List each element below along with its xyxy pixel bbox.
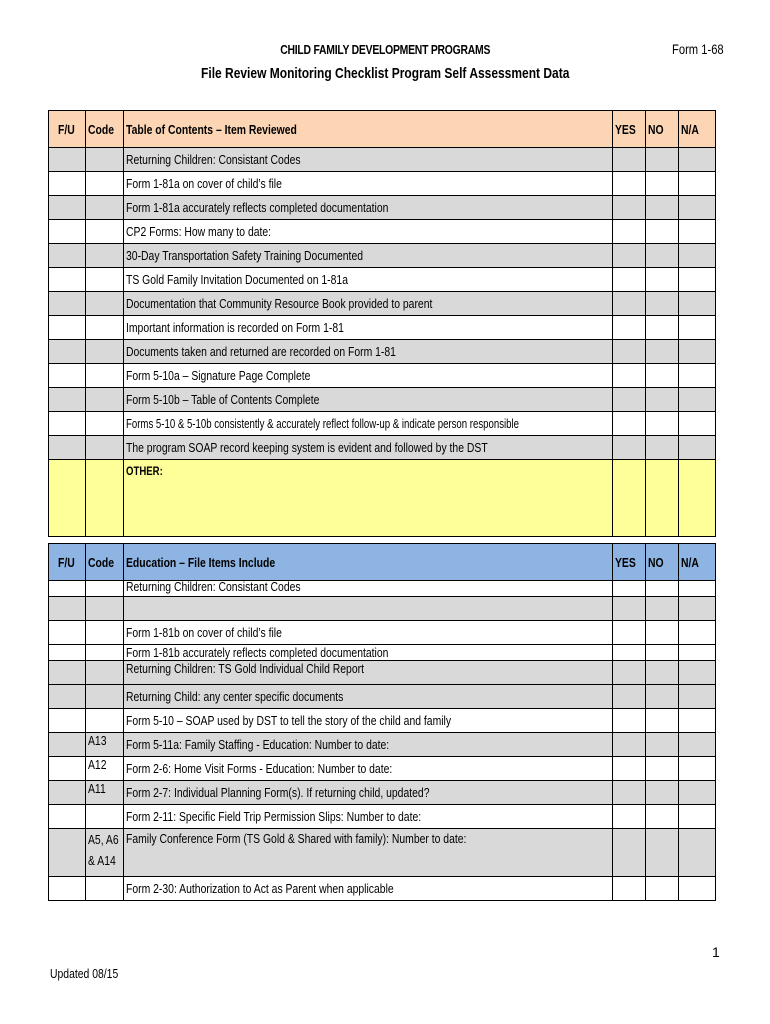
no-cell[interactable] bbox=[646, 292, 679, 316]
item-cell: Returning Children: TS Gold Individual Child Report bbox=[124, 661, 613, 685]
col-na-header: N/A bbox=[679, 544, 716, 581]
fu-cell[interactable] bbox=[49, 829, 86, 877]
item-cell: Documentation that Community Resource Book provided to parent bbox=[124, 292, 613, 316]
fu-cell[interactable] bbox=[49, 805, 86, 829]
education-checklist bbox=[48, 543, 716, 901]
item-cell: Form 2-30: Authorization to Act as Parent when applicable bbox=[124, 877, 613, 901]
fu-cell[interactable] bbox=[49, 661, 86, 685]
item-cell: Documents taken and returned are recorded on Form 1-81 bbox=[124, 340, 613, 364]
code-cell bbox=[86, 244, 124, 268]
col-na-header: N/A bbox=[679, 111, 716, 148]
item-cell: Form 5-11a: Family Staffing - Education: Number to date: bbox=[124, 733, 613, 757]
no-cell[interactable] bbox=[646, 412, 679, 436]
fu-cell[interactable] bbox=[49, 316, 86, 340]
code-cell bbox=[86, 340, 124, 364]
col-fu-header: F/U bbox=[49, 111, 86, 148]
yes-cell[interactable] bbox=[613, 436, 646, 460]
yes-cell[interactable] bbox=[613, 412, 646, 436]
no-cell[interactable] bbox=[646, 733, 679, 757]
table-row bbox=[49, 877, 716, 901]
table-row bbox=[49, 757, 716, 781]
item-cell: CP2 Forms: How many to date: bbox=[124, 220, 613, 244]
code-cell bbox=[86, 581, 124, 597]
yes-cell[interactable] bbox=[613, 781, 646, 805]
no-cell[interactable] bbox=[646, 340, 679, 364]
fu-cell[interactable] bbox=[49, 292, 86, 316]
col-item-header: Table of Contents – Item Reviewed bbox=[124, 111, 613, 148]
no-cell[interactable] bbox=[646, 709, 679, 733]
fu-cell[interactable] bbox=[49, 172, 86, 196]
code-cell bbox=[86, 148, 124, 172]
fu-cell[interactable] bbox=[49, 388, 86, 412]
item-cell: Returning Child: any center specific documents bbox=[124, 685, 613, 709]
code-cell bbox=[86, 172, 124, 196]
fu-cell[interactable] bbox=[49, 460, 86, 537]
na-cell[interactable] bbox=[679, 220, 716, 244]
item-cell: Form 5-10b – Table of Contents Complete bbox=[124, 388, 613, 412]
na-cell[interactable] bbox=[679, 460, 716, 537]
col-yes-header: YES bbox=[613, 111, 646, 148]
item-cell: Form 2-7: Individual Planning Form(s). If returning child, updated? bbox=[124, 781, 613, 805]
yes-cell[interactable] bbox=[613, 388, 646, 412]
na-cell[interactable] bbox=[679, 436, 716, 460]
table-row bbox=[49, 581, 716, 597]
item-cell: 30-Day Transportation Safety Training Documented bbox=[124, 244, 613, 268]
table-row bbox=[49, 340, 716, 364]
section-header-row bbox=[49, 111, 716, 148]
code-cell bbox=[86, 709, 124, 733]
table-row bbox=[49, 709, 716, 733]
other-label[interactable]: OTHER: bbox=[124, 460, 613, 537]
no-cell[interactable] bbox=[646, 364, 679, 388]
item-cell: Form 5-10a – Signature Page Complete bbox=[124, 364, 613, 388]
na-cell[interactable] bbox=[679, 581, 716, 597]
no-cell[interactable] bbox=[646, 148, 679, 172]
fu-cell[interactable] bbox=[49, 436, 86, 460]
other-row bbox=[49, 460, 716, 537]
code-cell bbox=[86, 412, 124, 436]
code-cell bbox=[86, 316, 124, 340]
table-row bbox=[49, 685, 716, 709]
na-cell[interactable] bbox=[679, 412, 716, 436]
table-row bbox=[49, 412, 716, 436]
code-cell bbox=[86, 364, 124, 388]
yes-cell[interactable] bbox=[613, 581, 646, 597]
no-cell[interactable] bbox=[646, 757, 679, 781]
fu-cell[interactable] bbox=[49, 621, 86, 645]
item-cell: TS Gold Family Invitation Documented on 1-81a bbox=[124, 268, 613, 292]
no-cell[interactable] bbox=[646, 685, 679, 709]
item-cell bbox=[124, 597, 613, 621]
table-row bbox=[49, 621, 716, 645]
yes-cell[interactable] bbox=[613, 805, 646, 829]
yes-cell[interactable] bbox=[613, 268, 646, 292]
code-cell: A12 bbox=[86, 757, 124, 781]
item-cell: Family Conference Form (TS Gold & Shared with family): Number to date: bbox=[124, 829, 613, 877]
code-cell: A5, A6 & A14 bbox=[86, 829, 124, 877]
no-cell[interactable] bbox=[646, 621, 679, 645]
table-row bbox=[49, 829, 716, 877]
na-cell[interactable] bbox=[679, 340, 716, 364]
na-cell[interactable] bbox=[679, 645, 716, 661]
program-name: CHILD FAMILY DEVELOPMENT PROGRAMS bbox=[280, 42, 490, 57]
no-cell[interactable] bbox=[646, 316, 679, 340]
code-cell bbox=[86, 805, 124, 829]
table-row bbox=[49, 388, 716, 412]
item-cell: The program SOAP record keeping system is evident and followed by the DST bbox=[124, 436, 613, 460]
table-row bbox=[49, 148, 716, 172]
code-cell bbox=[86, 685, 124, 709]
no-cell[interactable] bbox=[646, 388, 679, 412]
fu-cell[interactable] bbox=[49, 412, 86, 436]
no-cell[interactable] bbox=[646, 196, 679, 220]
table-row bbox=[49, 661, 716, 685]
fu-cell[interactable] bbox=[49, 148, 86, 172]
table-row bbox=[49, 196, 716, 220]
fu-cell[interactable] bbox=[49, 597, 86, 621]
no-cell[interactable] bbox=[646, 244, 679, 268]
table-row bbox=[49, 316, 716, 340]
na-cell[interactable] bbox=[679, 829, 716, 877]
no-cell[interactable] bbox=[646, 781, 679, 805]
no-cell[interactable] bbox=[646, 661, 679, 685]
item-cell: Form 5-10 – SOAP used by DST to tell the story of the child and family bbox=[124, 709, 613, 733]
no-cell[interactable] bbox=[646, 460, 679, 537]
table-row bbox=[49, 364, 716, 388]
yes-cell[interactable] bbox=[613, 340, 646, 364]
na-cell[interactable] bbox=[679, 877, 716, 901]
code-cell: A13 bbox=[86, 733, 124, 757]
yes-cell[interactable] bbox=[613, 244, 646, 268]
fu-cell[interactable] bbox=[49, 581, 86, 597]
page-title: File Review Monitoring Checklist Program Self Assessment Data bbox=[200, 65, 570, 82]
no-cell[interactable] bbox=[646, 172, 679, 196]
na-cell[interactable] bbox=[679, 244, 716, 268]
code-cell bbox=[86, 621, 124, 645]
na-cell[interactable] bbox=[679, 709, 716, 733]
fu-cell[interactable] bbox=[49, 877, 86, 901]
na-cell[interactable] bbox=[679, 172, 716, 196]
na-cell[interactable] bbox=[679, 268, 716, 292]
code-cell bbox=[86, 436, 124, 460]
table-row bbox=[49, 268, 716, 292]
na-cell[interactable] bbox=[679, 388, 716, 412]
no-cell[interactable] bbox=[646, 220, 679, 244]
code-cell bbox=[86, 220, 124, 244]
na-cell[interactable] bbox=[679, 805, 716, 829]
table-of-contents-checklist bbox=[48, 110, 716, 537]
yes-cell[interactable] bbox=[613, 460, 646, 537]
page-number: 1 bbox=[712, 944, 720, 960]
table-row bbox=[49, 220, 716, 244]
item-cell: Form 1-81b accurately reflects completed documentation bbox=[124, 645, 613, 661]
code-cell bbox=[86, 661, 124, 685]
yes-cell[interactable] bbox=[613, 220, 646, 244]
fu-cell[interactable] bbox=[49, 244, 86, 268]
item-cell: Returning Children: Consistant Codes bbox=[124, 581, 613, 597]
fu-cell[interactable] bbox=[49, 685, 86, 709]
fu-cell[interactable] bbox=[49, 364, 86, 388]
yes-cell[interactable] bbox=[613, 685, 646, 709]
no-cell[interactable] bbox=[646, 645, 679, 661]
na-cell[interactable] bbox=[679, 757, 716, 781]
item-cell: Form 2-6: Home Visit Forms - Education: Number to date: bbox=[124, 757, 613, 781]
yes-cell[interactable] bbox=[613, 597, 646, 621]
na-cell[interactable] bbox=[679, 292, 716, 316]
table-row bbox=[49, 645, 716, 661]
table-row bbox=[49, 436, 716, 460]
item-cell: Form 1-81b on cover of child’s file bbox=[124, 621, 613, 645]
na-cell[interactable] bbox=[679, 621, 716, 645]
updated-date: Updated 08/15 bbox=[50, 966, 119, 981]
table-row bbox=[49, 597, 716, 621]
na-cell[interactable] bbox=[679, 733, 716, 757]
fu-cell[interactable] bbox=[49, 709, 86, 733]
yes-cell[interactable] bbox=[613, 645, 646, 661]
section-header-row bbox=[49, 544, 716, 581]
na-cell[interactable] bbox=[679, 781, 716, 805]
no-cell[interactable] bbox=[646, 597, 679, 621]
table-row bbox=[49, 733, 716, 757]
no-cell[interactable] bbox=[646, 829, 679, 877]
fu-cell[interactable] bbox=[49, 757, 86, 781]
fu-cell[interactable] bbox=[49, 196, 86, 220]
item-cell: Forms 5-10 & 5-10b consistently & accurately reflect follow-up & indicate person responsible bbox=[124, 412, 613, 436]
no-cell[interactable] bbox=[646, 436, 679, 460]
item-cell: Returning Children: Consistant Codes bbox=[124, 148, 613, 172]
na-cell[interactable] bbox=[679, 316, 716, 340]
na-cell[interactable] bbox=[679, 148, 716, 172]
code-cell bbox=[86, 268, 124, 292]
col-item-header: Education – File Items Include bbox=[124, 544, 613, 581]
yes-cell[interactable] bbox=[613, 292, 646, 316]
fu-cell[interactable] bbox=[49, 268, 86, 292]
table-row bbox=[49, 172, 716, 196]
fu-cell[interactable] bbox=[49, 645, 86, 661]
na-cell[interactable] bbox=[679, 661, 716, 685]
code-cell: A11 bbox=[86, 781, 124, 805]
code-cell bbox=[86, 196, 124, 220]
yes-cell[interactable] bbox=[613, 877, 646, 901]
yes-cell[interactable] bbox=[613, 757, 646, 781]
fu-cell[interactable] bbox=[49, 220, 86, 244]
fu-cell[interactable] bbox=[49, 781, 86, 805]
no-cell[interactable] bbox=[646, 877, 679, 901]
fu-cell[interactable] bbox=[49, 340, 86, 364]
col-code-header: Code bbox=[86, 111, 124, 148]
na-cell[interactable] bbox=[679, 196, 716, 220]
yes-cell[interactable] bbox=[613, 829, 646, 877]
code-cell bbox=[86, 292, 124, 316]
na-cell[interactable] bbox=[679, 364, 716, 388]
no-cell[interactable] bbox=[646, 805, 679, 829]
no-cell[interactable] bbox=[646, 581, 679, 597]
item-cell: Form 2-11: Specific Field Trip Permission Slips: Number to date: bbox=[124, 805, 613, 829]
code-cell bbox=[86, 460, 124, 537]
item-cell: Important information is recorded on Form 1-81 bbox=[124, 316, 613, 340]
table-row bbox=[49, 292, 716, 316]
item-cell: Form 1-81a on cover of child’s file bbox=[124, 172, 613, 196]
col-fu-header: F/U bbox=[49, 544, 86, 581]
col-code-header: Code bbox=[86, 544, 124, 581]
table-row bbox=[49, 244, 716, 268]
col-no-header: NO bbox=[646, 544, 679, 581]
yes-cell[interactable] bbox=[613, 709, 646, 733]
yes-cell[interactable] bbox=[613, 196, 646, 220]
table-row bbox=[49, 781, 716, 805]
fu-cell[interactable] bbox=[49, 733, 86, 757]
form-number: Form 1-68 bbox=[672, 41, 724, 57]
yes-cell[interactable] bbox=[613, 661, 646, 685]
code-cell bbox=[86, 877, 124, 901]
col-yes-header: YES bbox=[613, 544, 646, 581]
yes-cell[interactable] bbox=[613, 364, 646, 388]
yes-cell[interactable] bbox=[613, 316, 646, 340]
code-cell bbox=[86, 645, 124, 661]
col-no-header: NO bbox=[646, 111, 679, 148]
no-cell[interactable] bbox=[646, 268, 679, 292]
code-cell bbox=[86, 597, 124, 621]
yes-cell[interactable] bbox=[613, 148, 646, 172]
na-cell[interactable] bbox=[679, 597, 716, 621]
code-cell bbox=[86, 388, 124, 412]
item-cell: Form 1-81a accurately reflects completed documentation bbox=[124, 196, 613, 220]
yes-cell[interactable] bbox=[613, 733, 646, 757]
na-cell[interactable] bbox=[679, 685, 716, 709]
table-row bbox=[49, 805, 716, 829]
yes-cell[interactable] bbox=[613, 172, 646, 196]
yes-cell[interactable] bbox=[613, 621, 646, 645]
